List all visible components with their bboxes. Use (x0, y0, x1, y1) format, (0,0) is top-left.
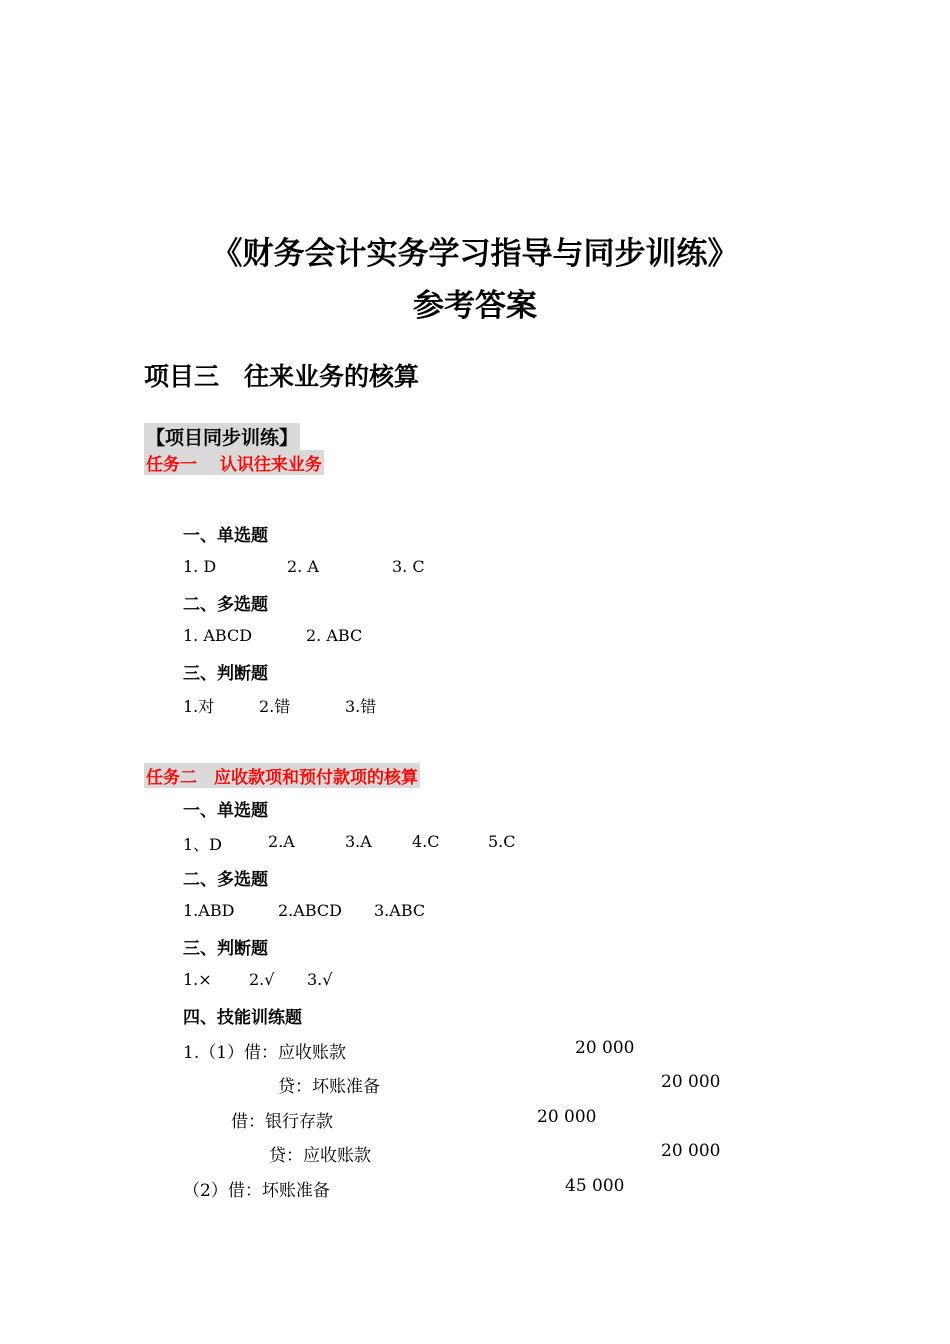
journal-entry-amount: 20 000 (661, 1072, 721, 1092)
journal-entry-text: 贷：应收账款 (269, 1146, 371, 1166)
task1-tf-answer-2: 2.错 (259, 697, 291, 716)
task1-multi-answer-1: 1. ABCD (183, 626, 253, 645)
journal-entry-text: （2）借：坏账准备 (183, 1181, 330, 1201)
task1-true-false-title: 三、判断题 (183, 664, 268, 684)
sync-training-label: 【项目同步训练】 (144, 423, 300, 450)
journal-entry-text: 贷：坏账准备 (278, 1077, 380, 1097)
task2-single-answer-5: 5.C (488, 832, 516, 851)
task2-skills-title: 四、技能训练题 (183, 1008, 302, 1028)
task1-single-answer-2: 2. A (287, 557, 319, 576)
task1-multi-answer-2: 2. ABC (306, 626, 363, 645)
task2-true-false-title: 三、判断题 (183, 939, 268, 959)
task1-multi-choice-title: 二、多选题 (183, 595, 268, 615)
task1-single-answer-1: 1. D (183, 557, 217, 576)
task1-tf-answer-1: 1.对 (183, 697, 215, 716)
task2-single-choice-title: 一、单选题 (183, 801, 268, 821)
task1-single-answer-3: 3. C (392, 557, 425, 576)
task2-single-answer-4: 4.C (412, 832, 440, 851)
task2-tf-answer-1: 1.× (183, 970, 212, 989)
journal-entry-text: 1.（1）借：应收账款 (183, 1043, 347, 1063)
task2-single-answer-1: 1、D (183, 835, 223, 854)
task2-single-answer-2: 2.A (268, 832, 295, 851)
journal-entry-amount: 20 000 (661, 1141, 721, 1161)
task1-tf-answer-3: 3.错 (345, 697, 377, 716)
journal-entry-amount: 20 000 (537, 1107, 597, 1127)
task2-single-answer-3: 3.A (345, 832, 372, 851)
project-heading: 项目三 往来业务的核算 (144, 362, 420, 391)
task2-multi-answer-2: 2.ABCD (278, 901, 342, 920)
task2-multi-answer-1: 1.ABD (183, 901, 235, 920)
document-subtitle: 参考答案 (413, 288, 537, 324)
journal-entry-amount: 20 000 (575, 1038, 635, 1058)
journal-entry-text: 借：银行存款 (231, 1112, 333, 1132)
task1-single-choice-title: 一、单选题 (183, 526, 268, 546)
journal-entry-amount: 45 000 (565, 1176, 625, 1196)
task2-multi-answer-3: 3.ABC (374, 901, 426, 920)
task1-heading: 任务一 认识往来业务 (144, 450, 324, 475)
task2-heading: 任务二 应收款项和预付款项的核算 (144, 763, 420, 788)
document-title: 《财务会计实务学习指导与同步训练》 (211, 236, 739, 272)
task2-tf-answer-3: 3.√ (307, 970, 333, 989)
task2-tf-answer-2: 2.√ (249, 970, 275, 989)
task2-multi-choice-title: 二、多选题 (183, 870, 268, 890)
